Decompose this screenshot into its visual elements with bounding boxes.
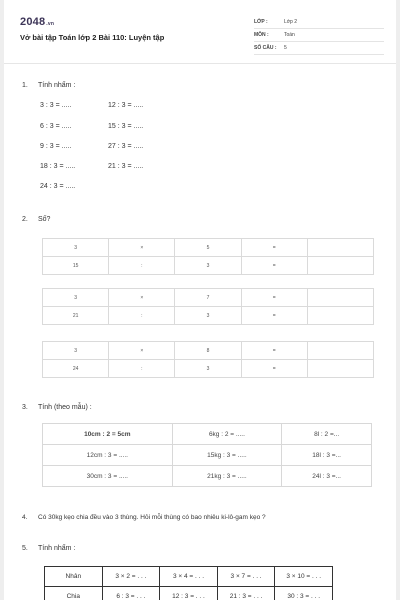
table-cell: 8l : 2 =... <box>282 424 372 445</box>
table-row <box>45 587 333 600</box>
meta-row-question-count <box>254 42 384 55</box>
table-row <box>43 424 372 445</box>
fill-table-3 <box>42 341 374 378</box>
table-row <box>43 239 374 257</box>
table-cell: 18l : 3 =... <box>282 445 372 466</box>
table-cell: 21kg : 3 = ..... <box>172 466 282 487</box>
meta-row-class <box>254 16 384 29</box>
table-cell: 3 × 10 = . . . <box>275 567 333 587</box>
question-4 <box>22 514 392 524</box>
question-title: Tính nhẩm : <box>38 82 76 89</box>
table-cell: 15 <box>43 257 109 275</box>
question-title: Số? <box>38 216 51 223</box>
question-number: 5. <box>22 545 28 552</box>
meta-label: SỐ CÂU : <box>254 45 277 51</box>
meta-value: Lớp 2 <box>284 19 298 25</box>
table-cell: × <box>109 239 175 257</box>
q1-item: 3 : 3 = ..... <box>40 102 72 109</box>
meta-label: LỚP : <box>254 19 268 25</box>
table-row <box>43 445 372 466</box>
q1-item: 21 : 3 = ..... <box>108 163 144 170</box>
q1-item: 9 : 3 = ..... <box>40 143 72 150</box>
q1-item: 15 : 3 = ..... <box>108 123 144 130</box>
table-cell: 21 <box>43 307 109 325</box>
answer-cell[interactable] <box>307 307 373 325</box>
row-header-cell: Chia <box>45 587 103 600</box>
table-cell: 15kg : 3 = ..... <box>172 445 282 466</box>
answer-cell[interactable] <box>307 257 373 275</box>
table-cell: 8 <box>175 342 241 360</box>
table-cell: = <box>241 342 307 360</box>
table-cell: = <box>241 360 307 378</box>
table-cell: : <box>109 257 175 275</box>
table-cell: = <box>241 239 307 257</box>
meta-row-subject <box>254 29 384 42</box>
q1-item: 6 : 3 = ..... <box>40 123 72 130</box>
meta-value: Toán <box>284 32 295 38</box>
answer-cell[interactable] <box>307 342 373 360</box>
table-cell: 24 <box>43 360 109 378</box>
table-cell: 3 × 4 = . . . <box>160 567 218 587</box>
table-cell: = <box>241 289 307 307</box>
table-cell: 12cm : 3 = ..... <box>43 445 173 466</box>
worksheet-header <box>4 0 396 64</box>
table-row <box>43 342 374 360</box>
table-cell: 30cm : 3 = ..... <box>43 466 173 487</box>
table-cell: × <box>109 289 175 307</box>
table-cell: 6kg : 2 = ..... <box>172 424 282 445</box>
question-title: Tính (theo mẫu) : <box>38 404 92 411</box>
table-row <box>43 360 374 378</box>
logo-text: 2048 <box>20 16 46 28</box>
table-cell: : <box>109 307 175 325</box>
question-number: 2. <box>22 216 28 223</box>
fill-table-1 <box>42 238 374 275</box>
table-cell: 5 <box>175 239 241 257</box>
table-cell: 3 × 7 = . . . <box>217 567 275 587</box>
question-3-heading <box>22 404 242 414</box>
fill-table-2 <box>42 288 374 325</box>
table-cell: 3 <box>175 360 241 378</box>
q1-item: 27 : 3 = ..... <box>108 143 144 150</box>
table-cell: = <box>241 257 307 275</box>
worksheet-page <box>4 0 396 600</box>
site-logo[interactable] <box>20 16 54 28</box>
table-cell: = <box>241 307 307 325</box>
table-cell: 24l : 3 =... <box>282 466 372 487</box>
table-row <box>43 257 374 275</box>
table-cell: 3 <box>43 289 109 307</box>
table-cell: 3 <box>175 307 241 325</box>
table-cell: 12 : 3 = . . . <box>160 587 218 600</box>
question-title: Tính nhẩm : <box>38 545 76 552</box>
q1-item: 18 : 3 = ..... <box>40 163 76 170</box>
table-cell: : <box>109 360 175 378</box>
multiply-divide-table <box>44 566 333 600</box>
answer-cell[interactable] <box>307 239 373 257</box>
table-cell: 10cm : 2 = 5cm <box>43 424 173 445</box>
answer-cell[interactable] <box>307 289 373 307</box>
question-text: Có 30kg kẹo chia đều vào 3 thùng. Hỏi mỗi thùng có bao nhiêu ki-lô-gam kẹo ? <box>38 514 266 521</box>
table-row <box>43 307 374 325</box>
table-cell: 3 <box>43 239 109 257</box>
table-row <box>45 567 333 587</box>
question-number: 4. <box>22 514 28 521</box>
document-title: Vở bài tập Toán lớp 2 Bài 110: Luyện tập <box>20 33 165 42</box>
meta-value: 5 <box>284 45 287 51</box>
question-number: 3. <box>22 404 28 411</box>
meta-label: MÔN : <box>254 32 269 38</box>
row-header-cell: Nhân <box>45 567 103 587</box>
table-cell: 3 <box>175 257 241 275</box>
question-2-heading <box>22 216 222 226</box>
logo-suffix: .vn <box>46 21 55 27</box>
q1-item: 24 : 3 = ..... <box>40 183 76 190</box>
table-row <box>43 289 374 307</box>
question-1-heading <box>22 82 222 92</box>
table-cell: 6 : 3 = . . . <box>102 587 160 600</box>
table-cell: 7 <box>175 289 241 307</box>
question-number: 1. <box>22 82 28 89</box>
table-cell: × <box>109 342 175 360</box>
table-cell: 3 <box>43 342 109 360</box>
table-cell: 3 × 2 = . . . <box>102 567 160 587</box>
table-cell: 21 : 3 = . . . <box>217 587 275 600</box>
meta-panel <box>254 16 384 55</box>
example-table <box>42 423 372 487</box>
question-5-heading <box>22 545 222 555</box>
answer-cell[interactable] <box>307 360 373 378</box>
table-row <box>43 466 372 487</box>
q1-item: 12 : 3 = ..... <box>108 102 144 109</box>
table-cell: 30 : 3 = . . . <box>275 587 333 600</box>
